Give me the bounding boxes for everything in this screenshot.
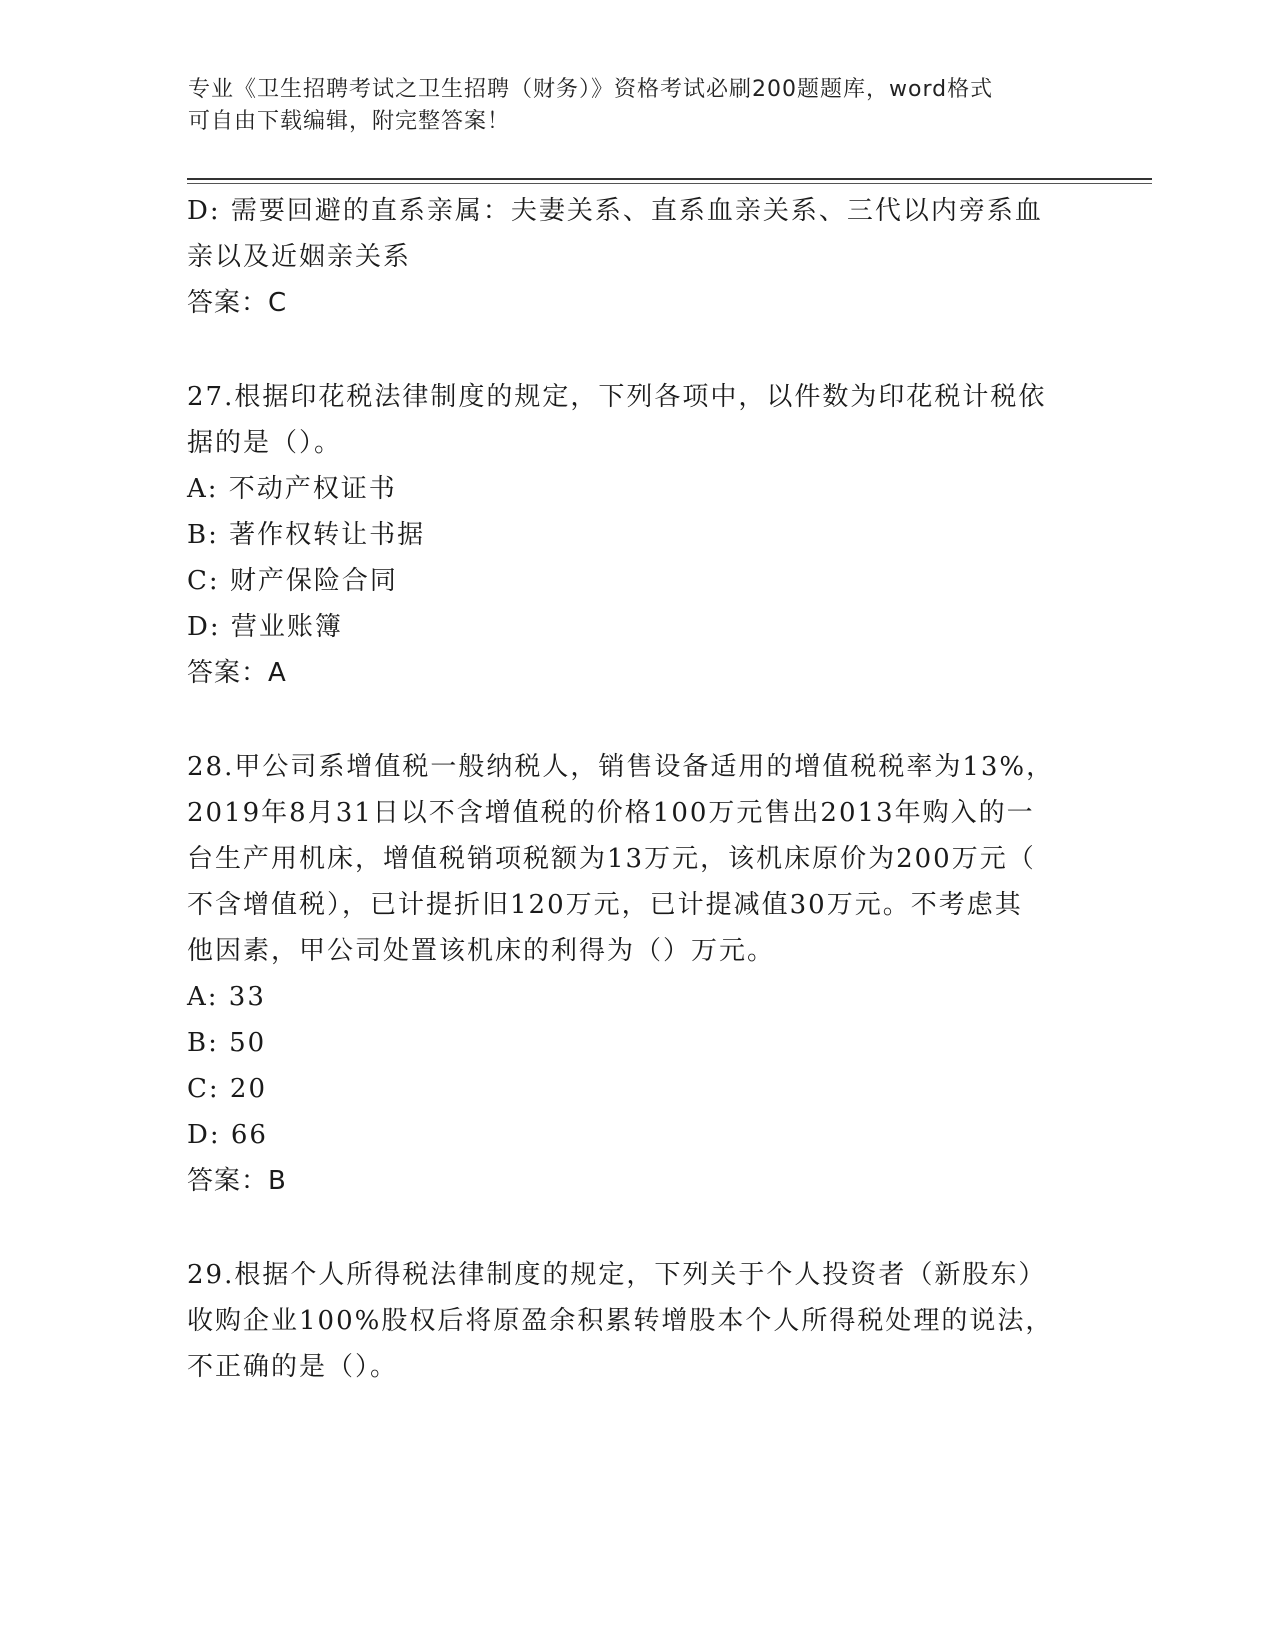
question-29: [187, 1252, 1087, 1390]
question-stem-line: 不含增值税），已计提折旧120万元，已计提减值30万元。不考虑其: [187, 890, 1023, 920]
question-28: [187, 744, 1087, 1204]
option-a: A: 33: [187, 982, 266, 1012]
option-b: B: 50: [187, 1028, 267, 1058]
question-26-tail: [187, 188, 1087, 326]
question-stem-line: 不正确的是（）。: [187, 1352, 399, 1382]
option-d-continued: 亲以及近姻亲关系: [187, 242, 412, 272]
answer-line: 答案：A: [187, 658, 287, 688]
document-body: [187, 188, 1087, 1390]
question-stem-line: 28.甲公司系增值税一般纳税人，销售设备适用的增值税税率为13%，: [187, 752, 1055, 782]
answer-line: 答案：B: [187, 1166, 287, 1196]
option-c: C: 财产保险合同: [187, 566, 398, 596]
header-line-2: 可自由下载编辑，附完整答案！: [188, 109, 511, 134]
header-divider-thick: [187, 178, 1152, 180]
question-stem-line: 据的是（）。: [187, 428, 343, 458]
option-d: D: 营业账簿: [187, 612, 343, 642]
header-divider-thin: [187, 183, 1152, 184]
question-stem-line: 他因素，甲公司处置该机床的利得为（）万元。: [187, 936, 776, 966]
question-stem-line: 收购企业100%股权后将原盈余积累转增股本个人所得税处理的说法，: [187, 1306, 1054, 1336]
question-stem-line: 台生产用机床，增值税销项税额为13万元，该机床原价为200万元（: [187, 844, 1036, 874]
question-stem-line: 29.根据个人所得税法律制度的规定，下列关于个人投资者（新股东）: [187, 1260, 1047, 1290]
option-d: D: 66: [187, 1120, 268, 1150]
question-27: [187, 374, 1087, 696]
option-d: D: 需要回避的直系亲属：夫妻关系、直系血亲关系、三代以内旁系血: [187, 196, 1043, 226]
answer-line: 答案：C: [187, 288, 288, 318]
header-line-1: 专业《卫生招聘考试之卫生招聘（财务）》资格考试必刷200题题库，word格式: [188, 77, 994, 102]
document-header: [188, 74, 1088, 138]
option-c: C: 20: [187, 1074, 268, 1104]
option-a: A: 不动产权证书: [187, 474, 397, 504]
question-stem-line: 27.根据印花税法律制度的规定，下列各项中，以件数为印花税计税依: [187, 382, 1047, 412]
question-stem-line: 2019年8月31日以不含增值税的价格100万元售出2013年购入的一: [187, 798, 1035, 828]
option-b: B: 著作权转让书据: [187, 520, 426, 550]
